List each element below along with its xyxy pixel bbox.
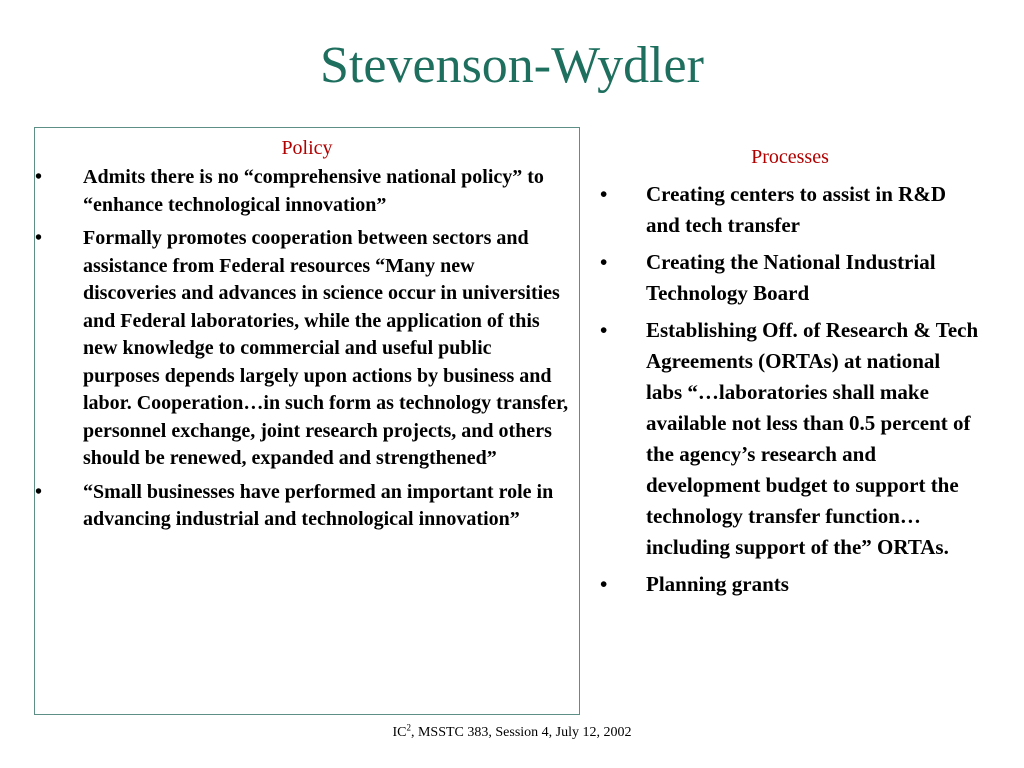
- policy-item: [35, 164, 579, 219]
- policy-item-text: “Small businesses have performed an important role in advancing industrial and technological innovation”: [83, 480, 554, 530]
- processes-panel: [600, 145, 980, 606]
- slide-footer: [0, 724, 1024, 742]
- process-item: [600, 179, 980, 241]
- processes-list: [600, 179, 980, 600]
- bullet-icon: •: [600, 182, 608, 206]
- bullet-icon: •: [35, 227, 43, 249]
- policy-item: [35, 225, 579, 473]
- policy-heading: Policy: [281, 137, 333, 159]
- process-item-text: Creating centers to assist in R&D and tech transfer: [646, 182, 946, 237]
- policy-panel: [34, 127, 580, 715]
- bullet-icon: •: [600, 572, 608, 596]
- bullet-icon: •: [600, 250, 608, 274]
- bullet-icon: •: [35, 166, 43, 188]
- process-item: [600, 247, 980, 309]
- process-item-text: Establishing Off. of Research & Tech Agreements (ORTAs) at national labs “…laboratories shall make available not less than 0.5 percent of the agency’s research and development budget to support the technology transfer function…including support of the” ORTAs.: [646, 318, 979, 559]
- processes-heading: Processes: [751, 146, 829, 168]
- bullet-icon: •: [35, 480, 43, 503]
- process-item: [600, 315, 980, 563]
- policy-item-text: Admits there is no “comprehensive national policy” to “enhance technological innovation”: [83, 166, 544, 216]
- process-item: [600, 569, 980, 600]
- footer-prefix: IC: [392, 725, 407, 740]
- policy-item: [35, 479, 579, 534]
- process-item-text: Planning grants: [646, 572, 789, 596]
- policy-item-text: Formally promotes cooperation between sectors and assistance from Federal resources “Many new discoveries and advances in science occur in universities and Federal laboratories, while the application of this new knowledge to commercial and useful public purposes depends largely upon actions by business and labor. Cooperation…in such form as technology transfer, personnel exchange, joint research projects, and others should be renewed, expanded and strengthened”: [83, 227, 569, 469]
- footer-superscript: 2: [406, 722, 411, 733]
- bullet-icon: •: [600, 318, 608, 342]
- slide-title: Stevenson-Wydler: [320, 37, 704, 94]
- policy-list: [35, 164, 579, 534]
- footer-rest: , MSSTC 383, Session 4, July 12, 2002: [410, 725, 632, 740]
- process-item-text: Creating the National Industrial Technology Board: [646, 250, 936, 305]
